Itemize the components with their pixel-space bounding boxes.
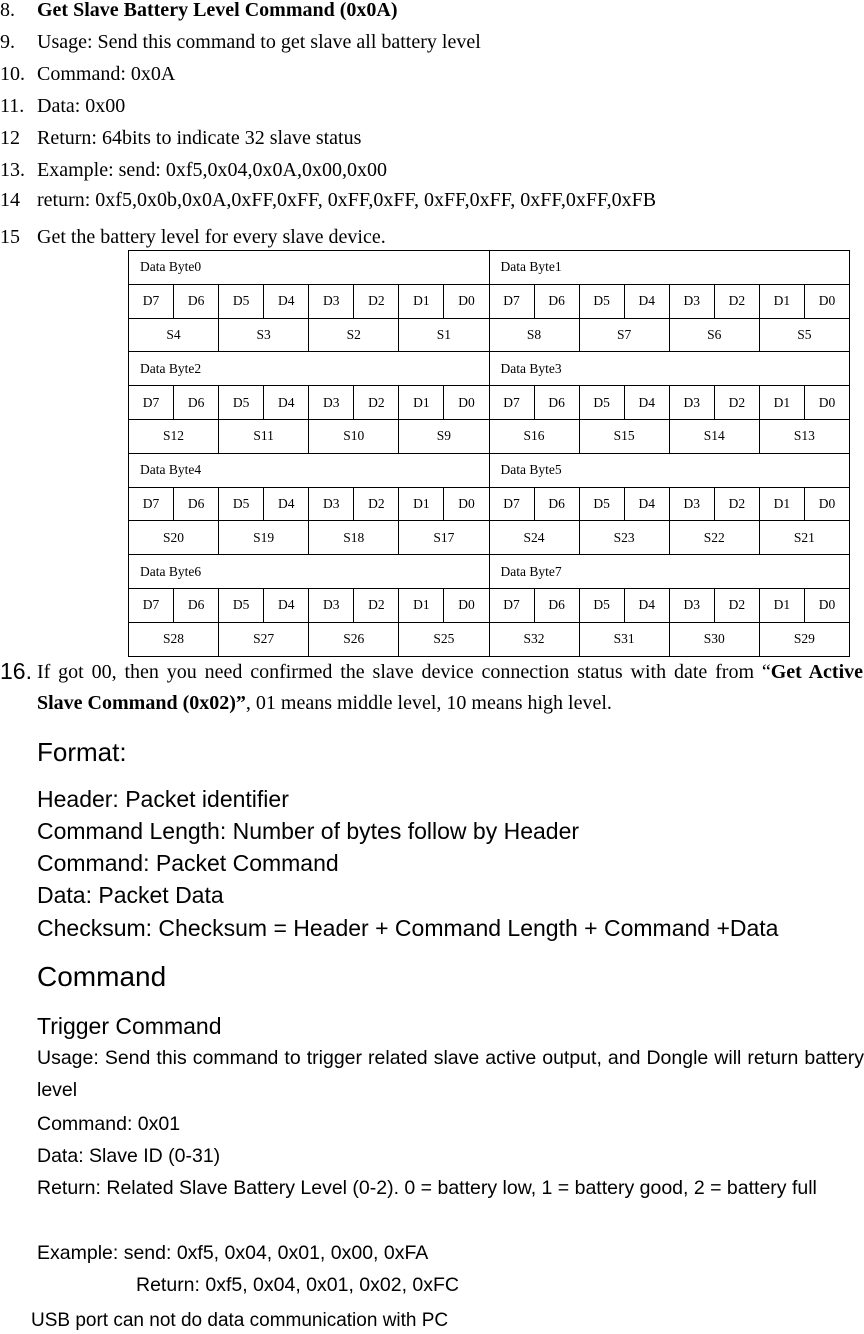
byte-header-row xyxy=(129,555,850,589)
bit-cell: D6 xyxy=(534,588,579,622)
slave-cell: S20 xyxy=(129,521,219,555)
slave-cell: S14 xyxy=(669,419,759,453)
list-item-15 xyxy=(0,225,386,249)
bit-cell: D7 xyxy=(489,588,534,622)
trigger-command-title: Trigger Command xyxy=(37,1013,222,1039)
slave-cell: S29 xyxy=(759,622,849,656)
bit-cell: D1 xyxy=(759,588,804,622)
list-text: Data: 0x00 xyxy=(37,95,126,117)
byte-label: Data Byte5 xyxy=(489,453,850,487)
bit-cell: D4 xyxy=(264,588,309,622)
bit-cell: D7 xyxy=(129,284,174,318)
list-number: 14 xyxy=(0,189,20,211)
list-text: Get the battery level for every slave device. xyxy=(37,226,386,248)
slave-cell: S27 xyxy=(219,622,309,656)
slave-cell: S2 xyxy=(309,318,399,352)
bit-cell: D2 xyxy=(714,386,759,420)
slave-cell: S13 xyxy=(759,419,849,453)
slave-cell: S15 xyxy=(579,419,669,453)
bit-cell: D7 xyxy=(129,487,174,521)
bit-cell: D1 xyxy=(759,284,804,318)
bit-cell: D3 xyxy=(309,284,354,318)
bit-cell: D3 xyxy=(669,386,714,420)
bit-cell: D1 xyxy=(759,487,804,521)
trigger-example-return: Return: 0xf5, 0x04, 0x01, 0x02, 0xFC xyxy=(136,1274,460,1296)
bit-cell: D2 xyxy=(714,588,759,622)
format-checksum-line: Checksum: Checksum = Header + Command Length + Command +Data xyxy=(37,915,779,941)
bit-row xyxy=(129,487,850,521)
bit-cell: D5 xyxy=(579,386,624,420)
list-item-12 xyxy=(0,126,361,150)
byte-label: Data Byte0 xyxy=(129,251,490,285)
bit-row xyxy=(129,284,850,318)
format-length-line: Command Length: Number of bytes follow by Header xyxy=(37,818,580,844)
list-number: 8. xyxy=(0,0,15,21)
bit-cell: D5 xyxy=(579,588,624,622)
bit-row xyxy=(129,588,850,622)
slave-cell: S4 xyxy=(129,318,219,352)
slave-row xyxy=(129,521,850,555)
bit-cell: D2 xyxy=(354,588,399,622)
footer-note: USB port can not do data communication with PC xyxy=(31,1310,449,1331)
list-number: 15 xyxy=(0,226,20,248)
format-command-line: Command: Packet Command xyxy=(37,850,339,876)
bit-cell: D6 xyxy=(174,487,219,521)
byte-label: Data Byte6 xyxy=(129,555,490,589)
list-item-10 xyxy=(0,62,175,86)
bit-cell: D3 xyxy=(309,386,354,420)
battery-bit-table xyxy=(128,250,850,657)
slave-cell: S3 xyxy=(219,318,309,352)
slave-cell: S9 xyxy=(399,419,489,453)
bit-cell: D3 xyxy=(669,487,714,521)
byte-header-row xyxy=(129,352,850,386)
slave-cell: S21 xyxy=(759,521,849,555)
trigger-data: Data: Slave ID (0-31) xyxy=(37,1145,221,1167)
bit-cell: D5 xyxy=(579,487,624,521)
item16-pre: If got 00, then you need confirmed the slave device connection status with date from “ xyxy=(37,661,771,683)
bit-cell: D7 xyxy=(489,386,534,420)
list-text: Usage: Send this command to get slave all battery level xyxy=(37,31,481,53)
slave-cell: S30 xyxy=(669,622,759,656)
slave-cell: S1 xyxy=(399,318,489,352)
bit-cell: D0 xyxy=(444,588,489,622)
bit-cell: D3 xyxy=(669,284,714,318)
bit-cell: D2 xyxy=(354,386,399,420)
byte-label: Data Byte4 xyxy=(129,453,490,487)
slave-row xyxy=(129,622,850,656)
byte-label: Data Byte2 xyxy=(129,352,490,386)
bit-cell: D1 xyxy=(759,386,804,420)
bit-cell: D0 xyxy=(444,386,489,420)
slave-cell: S17 xyxy=(399,521,489,555)
bit-cell: D6 xyxy=(174,588,219,622)
bit-cell: D4 xyxy=(264,284,309,318)
bit-cell: D5 xyxy=(219,284,264,318)
format-data-line: Data: Packet Data xyxy=(37,882,224,908)
bit-cell: D3 xyxy=(309,588,354,622)
slave-cell: S26 xyxy=(309,622,399,656)
slave-row xyxy=(129,318,850,352)
bit-cell: D6 xyxy=(534,386,579,420)
slave-row xyxy=(129,419,850,453)
bit-cell: D2 xyxy=(354,284,399,318)
format-title: Format: xyxy=(37,737,127,767)
slave-cell: S18 xyxy=(309,521,399,555)
slave-cell: S16 xyxy=(489,419,579,453)
list-number: 11. xyxy=(0,95,25,117)
bit-cell: D3 xyxy=(669,588,714,622)
byte-label: Data Byte3 xyxy=(489,352,850,386)
list-text: Return: 64bits to indicate 32 slave status xyxy=(37,127,362,149)
slave-cell: S22 xyxy=(669,521,759,555)
bit-cell: D4 xyxy=(624,386,669,420)
list-number: 10. xyxy=(0,63,25,85)
bit-cell: D2 xyxy=(714,487,759,521)
byte-label: Data Byte7 xyxy=(489,555,850,589)
trigger-usage: Usage: Send this command to trigger related slave active output, and Dongle will return battery level xyxy=(37,1047,864,1101)
slave-cell: S7 xyxy=(579,318,669,352)
list-item-14 xyxy=(0,188,656,212)
list-text: return: 0xf5,0x0b,0x0A,0xFF,0xFF, 0xFF,0xFF, 0xFF,0xFF, 0xFF,0xFF,0xFB xyxy=(37,189,657,211)
list-text: Example: send: 0xf5,0x04,0x0A,0x00,0x00 xyxy=(37,159,387,181)
bit-cell: D1 xyxy=(399,588,444,622)
byte-label: Data Byte1 xyxy=(489,251,850,285)
bit-cell: D1 xyxy=(399,284,444,318)
bit-row xyxy=(129,386,850,420)
trigger-command-code: Command: 0x01 xyxy=(37,1113,181,1135)
bit-cell: D6 xyxy=(174,386,219,420)
bit-cell: D4 xyxy=(264,386,309,420)
list-text: Command: 0x0A xyxy=(37,63,176,85)
list-number: 9. xyxy=(0,31,15,53)
byte-header-row xyxy=(129,251,850,285)
list-number: 13. xyxy=(0,159,25,181)
bit-cell: D0 xyxy=(444,284,489,318)
bit-cell: D0 xyxy=(804,386,849,420)
slave-cell: S6 xyxy=(669,318,759,352)
bit-cell: D0 xyxy=(804,284,849,318)
list-number: 12 xyxy=(0,127,20,149)
bit-cell: D1 xyxy=(399,386,444,420)
slave-cell: S24 xyxy=(489,521,579,555)
bit-cell: D4 xyxy=(264,487,309,521)
bit-cell: D4 xyxy=(624,487,669,521)
bit-cell: D7 xyxy=(489,284,534,318)
bit-cell: D4 xyxy=(624,284,669,318)
bit-cell: D6 xyxy=(174,284,219,318)
trigger-return: Return: Related Slave Battery Level (0-2). 0 = battery low, 1 = battery good, 2 = battery full xyxy=(37,1177,817,1199)
slave-cell: S25 xyxy=(399,622,489,656)
item16-post: , 01 means middle level, 10 means high level. xyxy=(245,692,612,714)
list-item-13 xyxy=(0,158,387,182)
byte-header-row xyxy=(129,453,850,487)
slave-cell: S12 xyxy=(129,419,219,453)
bit-cell: D6 xyxy=(534,487,579,521)
battery-bit-table-body xyxy=(129,251,850,657)
format-header-line: Header: Packet identifier xyxy=(37,786,289,812)
bit-cell: D5 xyxy=(579,284,624,318)
slave-cell: S5 xyxy=(759,318,849,352)
bit-cell: D2 xyxy=(714,284,759,318)
slave-cell: S8 xyxy=(489,318,579,352)
item16-text xyxy=(37,657,863,719)
bit-cell: D5 xyxy=(219,588,264,622)
slave-cell: S23 xyxy=(579,521,669,555)
bit-cell: D7 xyxy=(129,588,174,622)
slave-cell: S32 xyxy=(489,622,579,656)
bit-cell: D5 xyxy=(219,487,264,521)
section-heading: Get Slave Battery Level Command (0x0A) xyxy=(37,0,398,21)
bit-cell: D4 xyxy=(624,588,669,622)
command-title: Command xyxy=(37,961,167,992)
bit-cell: D7 xyxy=(489,487,534,521)
bit-cell: D6 xyxy=(534,284,579,318)
bit-cell: D3 xyxy=(309,487,354,521)
slave-cell: S31 xyxy=(579,622,669,656)
list-item-8 xyxy=(0,0,398,22)
bit-cell: D5 xyxy=(219,386,264,420)
bit-cell: D0 xyxy=(804,588,849,622)
list-item-11 xyxy=(0,94,125,118)
slave-cell: S11 xyxy=(219,419,309,453)
slave-cell: S19 xyxy=(219,521,309,555)
slave-cell: S28 xyxy=(129,622,219,656)
slave-cell: S10 xyxy=(309,419,399,453)
list-item-9 xyxy=(0,30,481,54)
list-number: 16. xyxy=(0,658,32,684)
bit-cell: D0 xyxy=(444,487,489,521)
bit-cell: D7 xyxy=(129,386,174,420)
bit-cell: D0 xyxy=(804,487,849,521)
bit-cell: D1 xyxy=(399,487,444,521)
trigger-example-send: Example: send: 0xf5, 0x04, 0x01, 0x00, 0xFA xyxy=(37,1242,429,1264)
item16-command-ref: Get Active Slave Command (0x02)” xyxy=(37,661,864,714)
bit-cell: D2 xyxy=(354,487,399,521)
